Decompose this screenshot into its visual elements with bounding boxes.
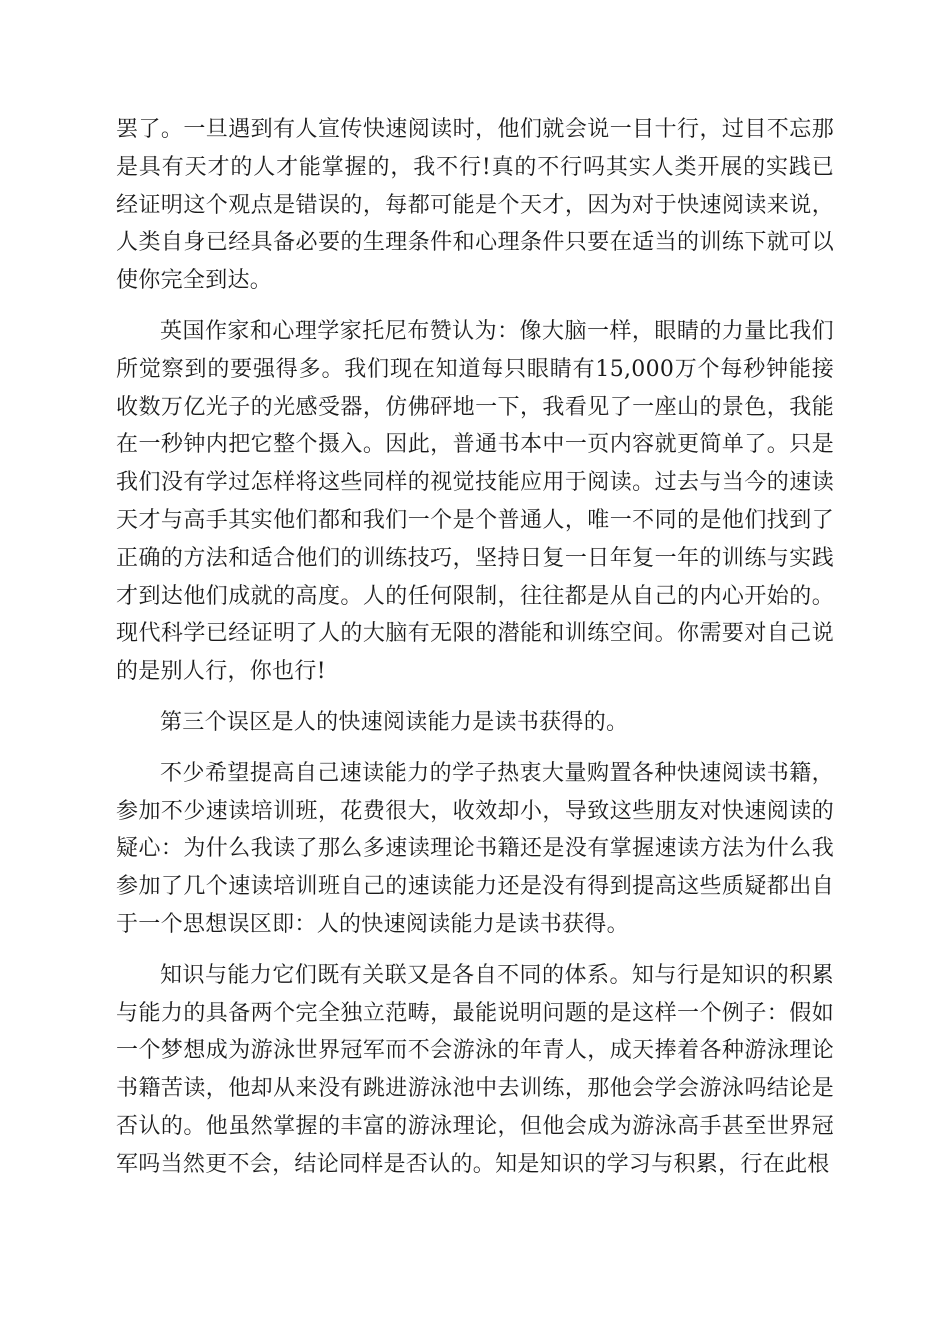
paragraph-third-misconception: 第三个误区是人的快速阅读能力是读书获得的。 [160, 709, 629, 735]
document-page [116, 111, 834, 1197]
paragraph-knowledge-ability: 知识与能力它们既有关联又是各自不同的体系。知与行是知识的积累与能力的具备两个完全独立范畴，最能说明问题的是这样一个例子：假如一个梦想成为游泳世界冠军而不会游泳的年青人，成天捧着各种游泳理论书籍苦读，他却从来没有跳进游泳池中去训练，那他会学会游泳吗结论是否认的。他虽然掌握的丰富的游泳理论，但他会成为游泳高手甚至世界冠军吗当然更不会，结论同样是否认的。知是知识的学习与积累，行在此根 [116, 962, 834, 1177]
paragraph-reading-books: 不少希望提高自己速读能力的学子热衷大量购置各种快速阅读书籍，参加不少速读培训班，花费很大，收效却小，导致这些朋友对快速阅读的疑心：为什么我读了那么多速读理论书籍还是没有掌握速读方法为什么我参加了几个速读培训班自己的速读能力还是没有得到提高这些质疑都出自于一个思想误区即：人的快速阅读能力是读书获得。 [116, 760, 834, 937]
paragraph-continuation: 罢了。一旦遇到有人宣传快速阅读时，他们就会说一目十行，过目不忘那是具有天才的人才能掌握的，我不行!真的不行吗其实人类开展的实践已经证明这个观点是错误的，每都可能是个天才，因为对于快速阅读来说，人类自身已经具备必要的生理条件和心理条件只要在适当的训练下就可以使你完全到达。 [116, 117, 834, 294]
paragraph-tony-buzan: 英国作家和心理学家托尼布赞认为：像大脑一样，眼睛的力量比我们所觉察到的要强得多。我们现在知道每只眼睛有15,000万个每秒钟能接收数万亿光子的光感受器，仿佛砰地一下，我看见了一座山的景色，我能在一秒钟内把它整个摄入。因此，普通书本中一页内容就更简单了。只是我们没有学过怎样将这些同样的视觉技能应用于阅读。过去与当今的速读天才与高手其实他们都和我们一个是个普通人，唯一不同的是他们找到了正确的方法和适合他们的训练技巧，坚持日复一日年复一年的训练与实践才到达他们成就的高度。人的任何限制，往往都是从自己的内心开始的。现代科学已经证明了人的大脑有无限的潜能和训练空间。你需要对自己说的是别人行，你也行! [116, 318, 834, 685]
